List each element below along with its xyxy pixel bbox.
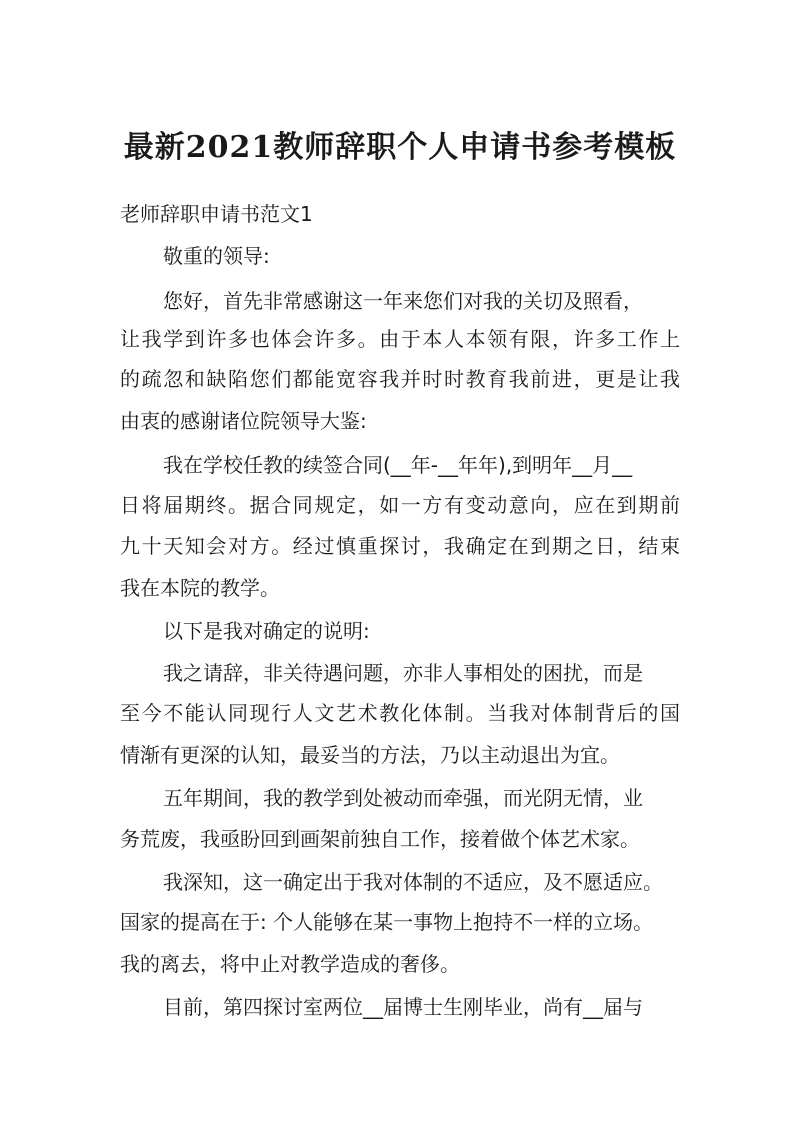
body-line: 我之请辞，非关待遇问题，亦非人事相处的困扰，而是 xyxy=(163,661,643,685)
body-line: 情渐有更深的认知，最妥当的方法，乃以主动退出为宜。 xyxy=(120,743,620,767)
body-line: 以下是我对确定的说明: xyxy=(163,619,370,643)
body-line: 由衷的感谢诸位院领导大鉴: xyxy=(120,409,367,433)
body-line: 您好，首先非常感谢这一年来您们对我的关切及照看， xyxy=(163,289,643,313)
document-title: 最新2021教师辞职个人申请书参考模板 xyxy=(123,130,677,165)
body-line: 至今不能认同现行人文艺术教化体制。当我对体制背后的国 xyxy=(120,701,680,725)
body-line: 日将届期终。据合同规定，如一方有变动意向，应在到期前 xyxy=(120,493,680,517)
body-line: 九十天知会对方。经过慎重探讨，我确定在到期之日，结束 xyxy=(120,534,680,558)
body-line: 五年期间，我的教学到处被动而牵强，而光阴无情，业 xyxy=(163,786,643,810)
body-line: 我在学校任教的续签合同(__年-__年年),到明年__月__ xyxy=(163,453,633,477)
body-line: 敬重的领导: xyxy=(163,244,270,268)
body-line: 的疏忽和缺陷您们都能宽容我并时时教育我前进，更是让我 xyxy=(120,367,680,391)
body-line: 国家的提高在于: 个人能够在某一事物上抱持不一样的立场。 xyxy=(120,910,654,934)
body-line: 务荒废，我亟盼回到画架前独自工作，接着做个体艺术家。 xyxy=(120,827,640,851)
document-subtitle: 老师辞职申请书范文1 xyxy=(120,202,313,226)
body-line: 我深知，这一确定出于我对体制的不适应，及不愿适应。 xyxy=(163,870,663,894)
body-line: 目前，第四探讨室两位__届博士生刚毕业，尚有__届与 xyxy=(163,995,643,1019)
body-line: 让我学到许多也体会许多。由于本人本领有限，许多工作上 xyxy=(120,327,680,351)
body-line: 我的离去，将中止对教学造成的奢侈。 xyxy=(120,952,460,976)
body-line: 我在本院的教学。 xyxy=(120,576,280,600)
